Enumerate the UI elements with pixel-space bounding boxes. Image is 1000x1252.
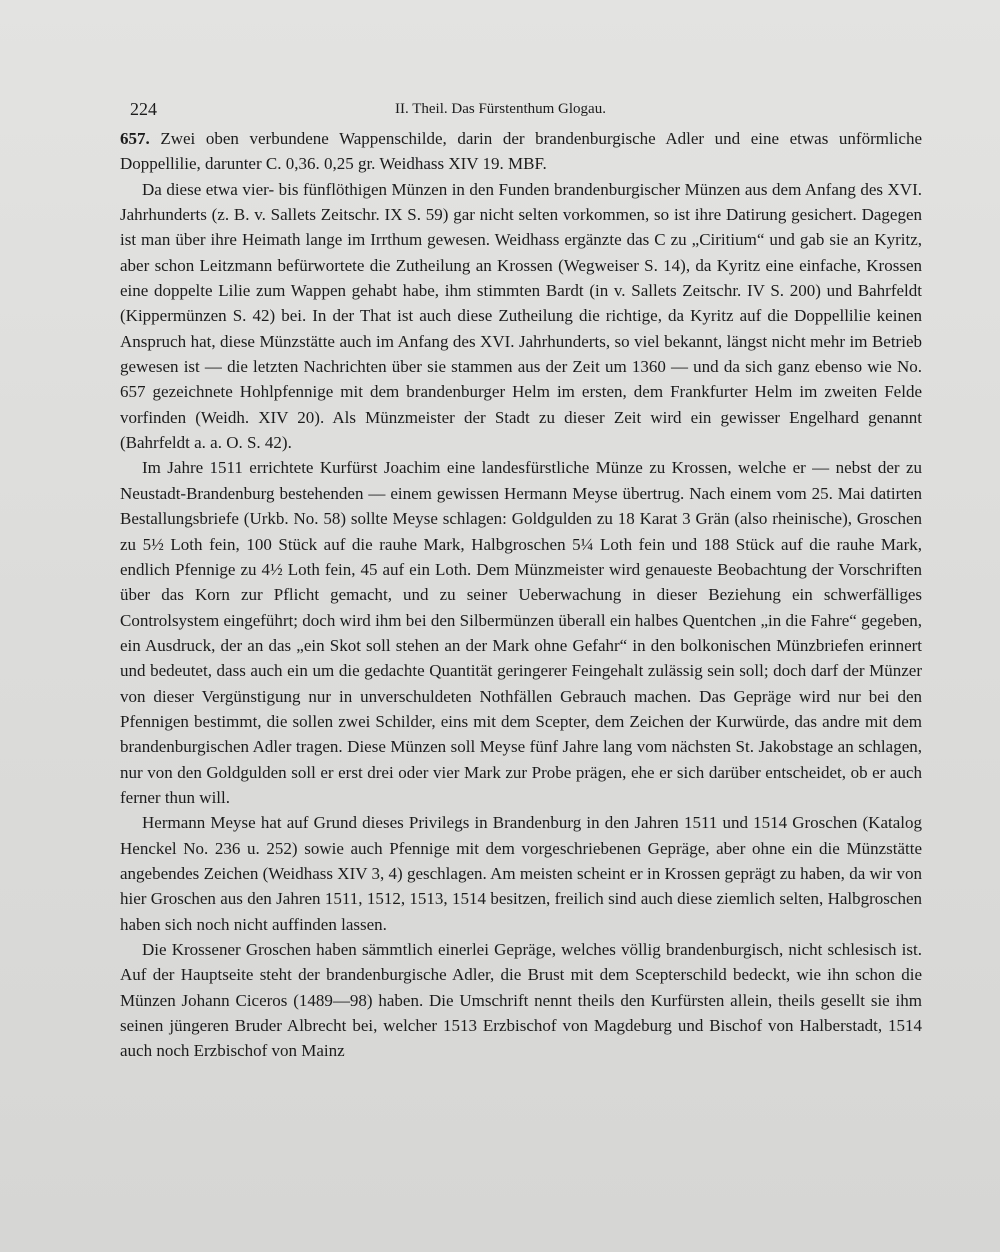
entry-657 xyxy=(120,126,922,177)
entry-number: 657. xyxy=(120,129,150,148)
entry-description: Zwei oben verbundene Wappenschilde, darin der brandenburgische Adler und eine etwas unförmliche Doppellilie, darunter C. 0,36. 0,25 gr. Weidhass XIV 19. MBF. xyxy=(120,129,922,174)
paragraph-1: Da diese etwa vier- bis fünflöthigen Münzen in den Funden brandenburgischer Münzen aus dem Anfang des XVI. Jahrhunderts (z. B. v. Sallets Zeitschr. IX S. 59) gar nicht selten vorkommen, so ist ihre Datirung gesichert. Dagegen ist man über ihre Heimath lange im Irrthum gewesen. Weidhass ergänzte das C zu „Ciritium“ und gab sie an Kyritz, aber schon Leitzmann befürwortete die Zutheilung an Krossen (Wegweiser S. 14), da Kyritz eine einfache, Krossen eine doppelte Lilie zum Wappen gehabt habe, ihm stimmten Bardt (in v. Sallets Zeitschr. IV S. 200) und Bahrfeldt (Kippermünzen S. 42) bei. In der That ist auch diese Zutheilung die richtige, da Kyritz auf die Doppellilie keinen Anspruch hat, diese Münzstätte auch im Anfang des XVI. Jahrhunderts, so viel bekannt, längst nicht mehr im Betrieb gewesen ist — die letzten Nachrichten über sie stammen aus der Zeit um 1360 — und da sich ganz ebenso wie No. 657 gezeichnete Hohlpfennige mit dem brandenburger Helm im ersten, dem Frankfurter Helm im zweiten Felde vorfinden (Weidh. XIV 20). Als Münzmeister der Stadt zu dieser Zeit wird ein gewisser Engelhard genannt (Bahrfeldt a. a. O. S. 42). xyxy=(120,179,922,453)
paragraph-3: Hermann Meyse hat auf Grund dieses Privilegs in Brandenburg in den Jahren 1511 und 1514 Groschen (Katalog Henckel No. 236 u. 252) sowie auch Pfennige mit dem vorgeschriebenen Gepräge, aber ohne ein die Münzstätte angebendes Zeichen (Weidhass XIV 3, 4) geschlagen. Am meisten scheint er in Krossen geprägt zu haben, da wir von hier Groschen aus den Jahren 1511, 1512, 1513, 1514 besitzen, freilich sind auch diese ziemlich selten, Halbgroschen haben sich noch nicht auffinden lassen. xyxy=(120,813,922,934)
paragraph-4: Die Krossener Groschen haben sämmtlich einerlei Gepräge, welches völlig brandenburgisch, nicht schlesisch ist. Auf der Hauptseite steht der brandenburgische Adler, die Brust mit dem Scepterschild bedeckt, wie ihn schon die Münzen Johann Ciceros (1489—98) haben. Die Umschrift nennt theils den Kurfürsten allein, theils gesellt sie ihm seinen jüngeren Bruder Albrecht bei, welcher 1513 Erzbischof von Magdeburg und Bischof von Halberstadt, 1514 auch noch Erzbischof von Mainz xyxy=(120,940,922,1061)
page-header xyxy=(130,99,920,123)
body-text xyxy=(120,126,922,1064)
paragraph-2: Im Jahre 1511 errichtete Kurfürst Joachim eine landesfürstliche Münze zu Krossen, welche er — nebst der zu Neustadt-Brandenburg bestehenden — einem gewissen Hermann Meyse übertrug. Nach einem vom 25. Mai datirten Bestallungsbriefe (Urkb. No. 58) sollte Meyse schlagen: Goldgulden zu 18 Karat 3 Grän (also rheinische), Groschen zu 5½ Loth fein, 100 Stück auf die rauhe Mark, Halbgroschen 5¼ Loth fein und 188 Stück auf die rauhe Mark, endlich Pfennige zu 4½ Loth fein, 45 auf ein Loth. Dem Münzmeister wird genaueste Beobachtung der Vorschriften über das Korn zur Pflicht gemacht, und zu seiner Ueberwachung in dieser Beziehung ein schwerfälliges Controlsystem eingeführt; doch wird ihm bei den Silbermünzen überall ein halbes Quentchen „in die Fahre“ gegeben, ein Ausdruck, der an das „ein Skot soll stehen an der Mark ohne Gefahr“ in den bolkonischen Münzbriefen erinnert und bedeutet, dass auch ein um die gedachte Quantität geringerer Feingehalt zulässig sein soll; doch darf der Münzer von dieser Vergünstigung nur in unverschuldeten Nothfällen Gebrauch machen. Das Gepräge wird nur bei den Pfennigen bestimmt, die sollen zwei Schilder, eins mit dem Scepter, dem Zeichen der Kurwürde, das andre mit dem brandenburgischen Adler tragen. Diese Münzen soll Meyse fünf Jahre lang vom nächsten St. Jakobstage an schlagen, nur von den Goldgulden soll er erst drei oder vier Mark zur Probe prägen, ehe er sich darüber entscheidet, ob er auch ferner thun will. xyxy=(120,458,922,807)
running-title: II. Theil. Das Fürstenthum Glogau. xyxy=(395,101,606,117)
page-number: 224 xyxy=(130,99,157,119)
